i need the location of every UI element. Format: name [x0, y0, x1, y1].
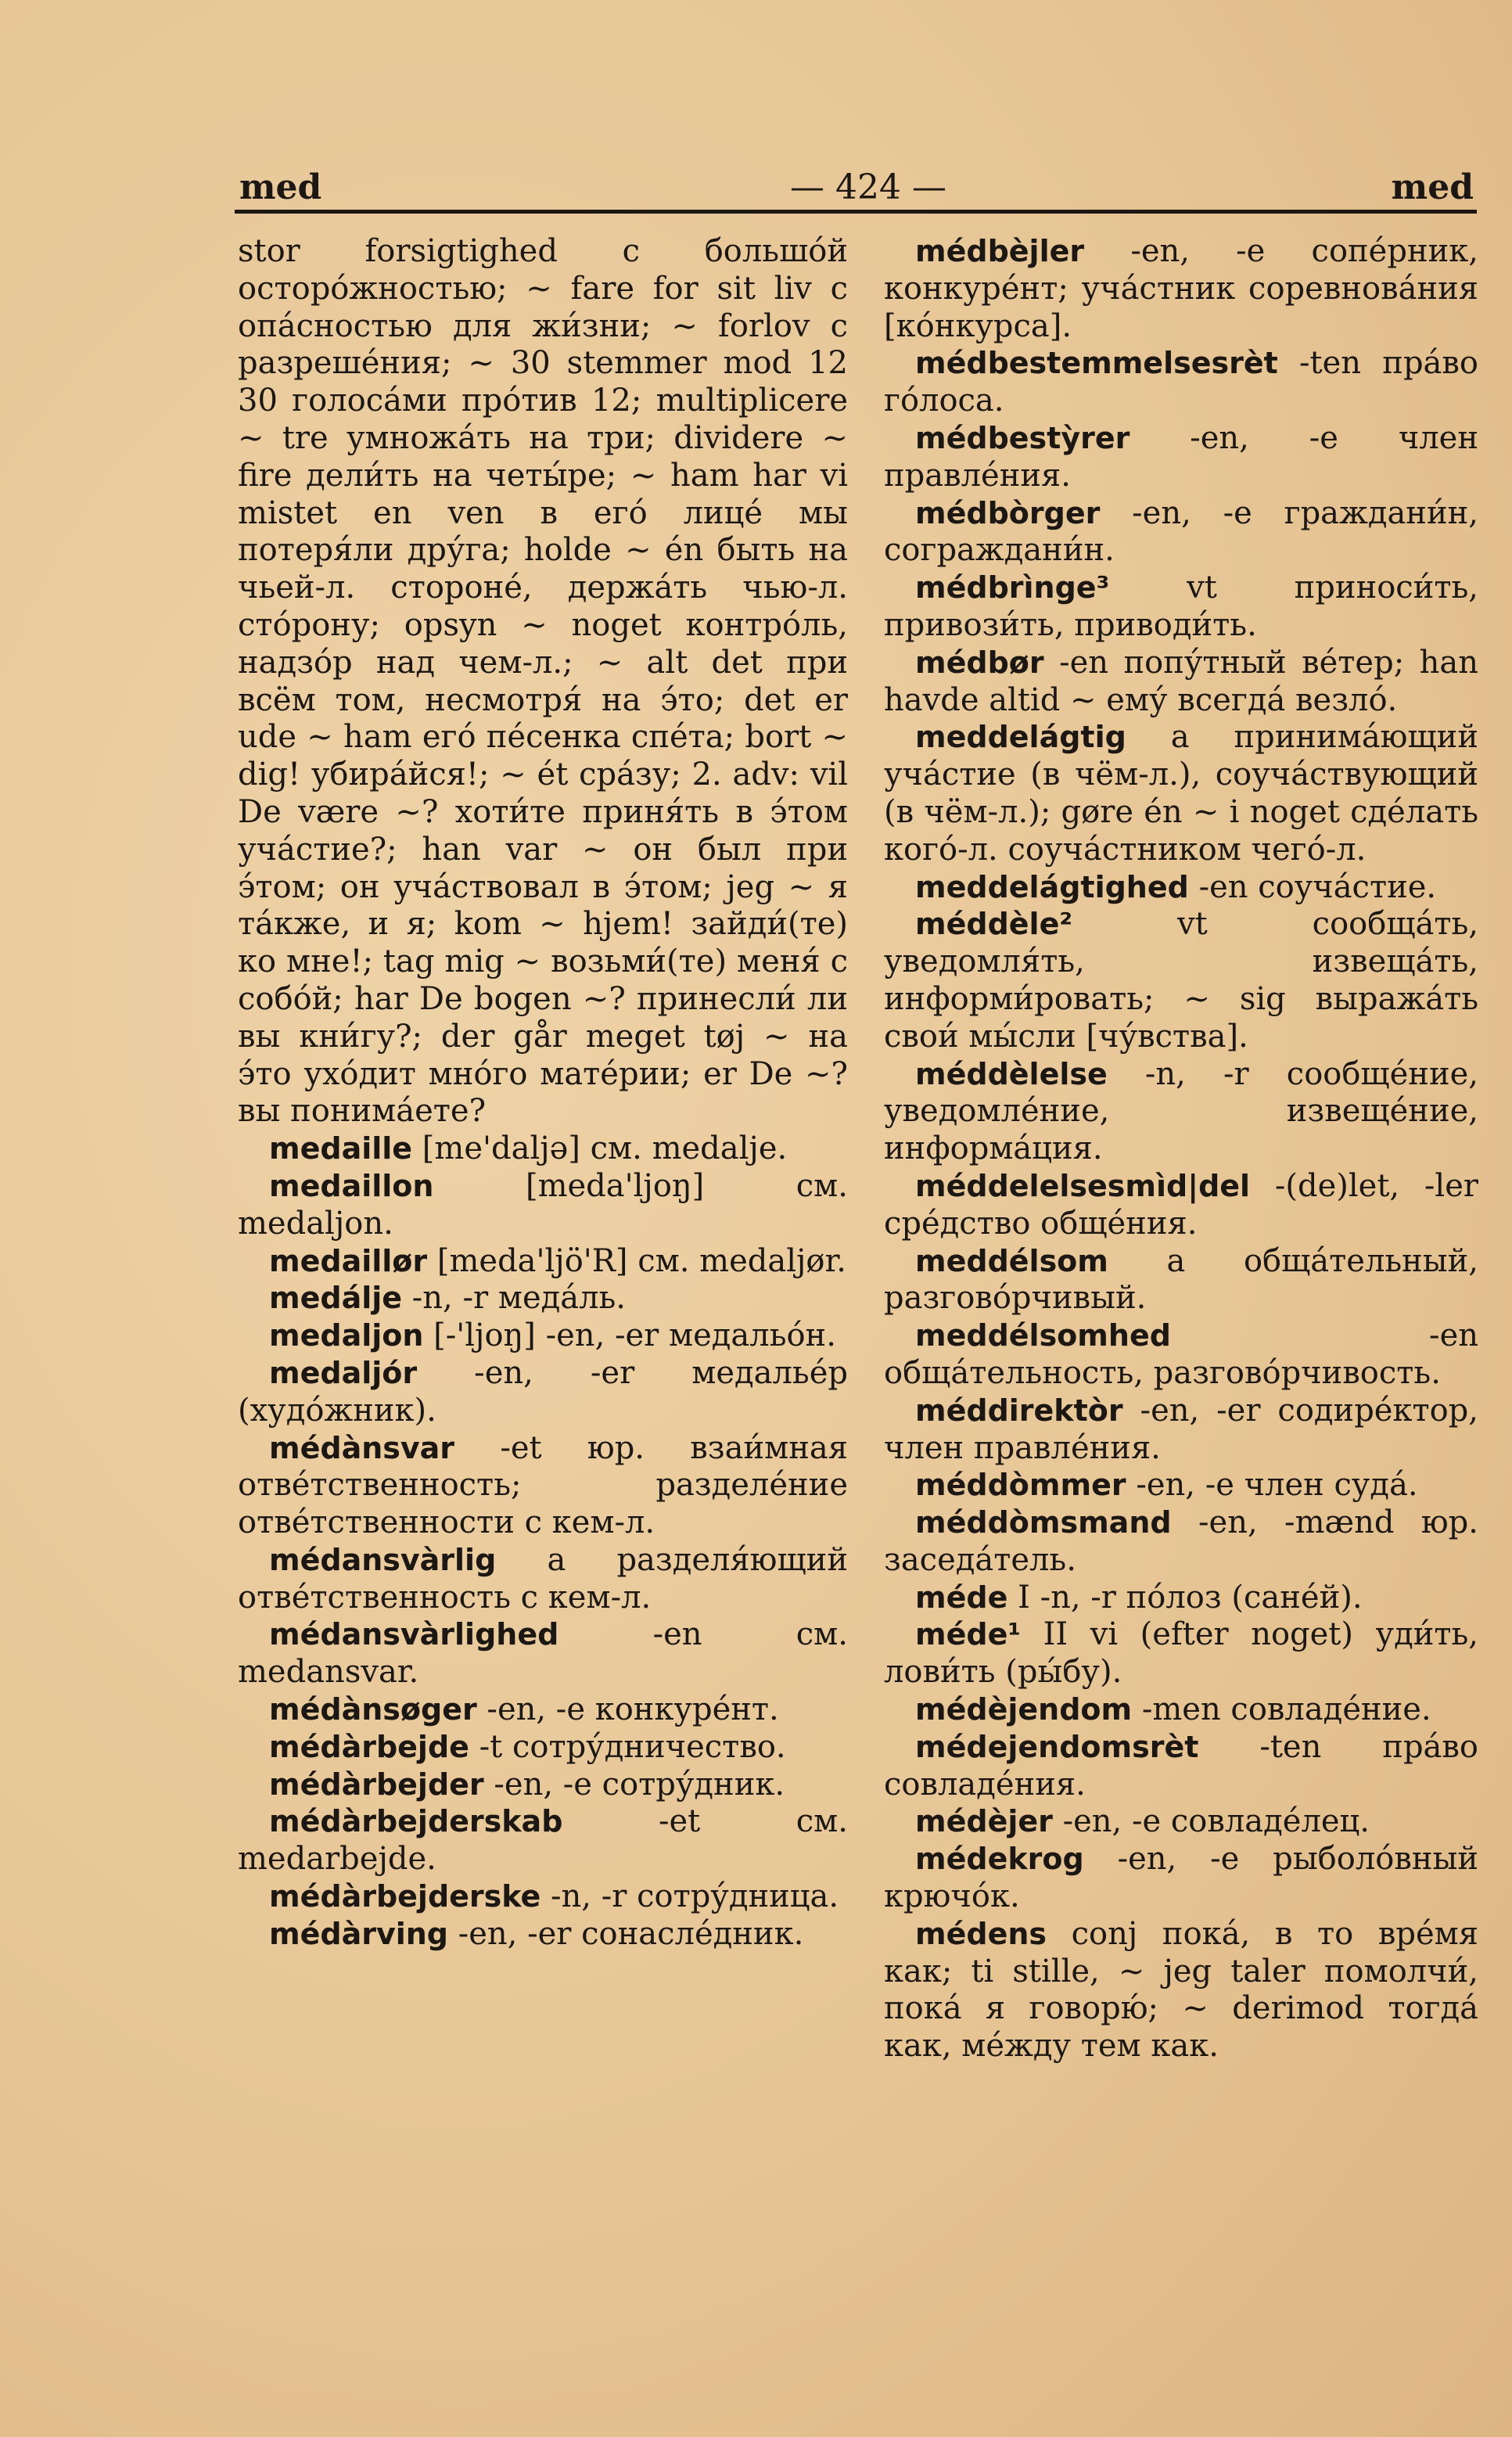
dictionary-entry: [884, 1243, 1478, 1318]
dictionary-entry: [238, 233, 848, 1130]
entry-headword: méddèlelse: [915, 1056, 1108, 1091]
dictionary-entry: [238, 1243, 848, 1281]
entry-headword: méde¹: [915, 1617, 1021, 1652]
entry-definition: -n, -r сообще́ние, уведомле́ние, извеще́ние, информа́ция.: [884, 1055, 1479, 1167]
dictionary-entry: [884, 345, 1478, 420]
dictionary-entry: [884, 1168, 1478, 1243]
entry-headword: médèjendom: [915, 1692, 1133, 1727]
dictionary-entry: [238, 1355, 848, 1430]
entry-definition: [-'ljoŋ] -en, -er медальо́н.: [433, 1317, 836, 1354]
entry-headword: méddèle²: [915, 907, 1072, 942]
entry-headword: médàrbejde: [269, 1729, 469, 1764]
entry-definition: -en, -e рыболо́вный крючо́к.: [884, 1841, 1478, 1915]
entry-headword: medálje: [269, 1281, 403, 1316]
entry-headword: méde: [915, 1580, 1008, 1615]
entry-headword: médàrbejderskab: [269, 1804, 563, 1839]
entry-definition: -en, -er сонасле́дник.: [458, 1915, 804, 1952]
entry-definition: -en, -e сотру́дник.: [494, 1766, 785, 1803]
dictionary-entry: [884, 719, 1478, 868]
entry-definition: -(de)let, -ler сре́дство обще́ния.: [884, 1167, 1478, 1242]
dictionary-entry: [238, 1130, 848, 1168]
page-header: [235, 156, 1477, 207]
dictionary-entry: [884, 1580, 1478, 1617]
entry-definition: -en, -e совладе́лец.: [1062, 1803, 1370, 1840]
header-guide-word-left: med: [239, 167, 322, 207]
entry-definition: -ten пра́во совладе́ния.: [884, 1728, 1479, 1803]
entry-definition: -en соуча́стие.: [1198, 868, 1437, 905]
dictionary-entry: [238, 1767, 848, 1804]
dictionary-entry: [884, 906, 1478, 1055]
entry-headword: médbør: [915, 645, 1044, 680]
dictionary-entry: [884, 645, 1478, 720]
dictionary-entry: [884, 570, 1478, 645]
entry-definition: -n, -r сотру́дница.: [551, 1878, 839, 1915]
entry-headword: médèjer: [915, 1804, 1053, 1839]
entry-definition: vt приноси́ть, привози́ть, приводи́ть.: [884, 570, 1478, 643]
entry-definition: -en обща́тельность, разгово́рчивость.: [884, 1317, 1478, 1391]
entry-headword: médansvàrlighed: [269, 1617, 559, 1652]
entry-definition: -en попу́тный ве́тер; han havde altid ~ ему́ всегда́ везло́.: [884, 644, 1478, 718]
entry-definition: a разделя́ющий отве́тственность с кем-л.: [238, 1541, 848, 1616]
entry-definition: -en, -mænd юр. заседа́тель.: [884, 1504, 1479, 1578]
dictionary-entry: [238, 1803, 848, 1878]
entry-headword: meddelágtig: [915, 720, 1126, 755]
entry-definition: -men совладе́ние.: [1141, 1691, 1431, 1728]
entry-headword: médbrìnge³: [915, 570, 1110, 606]
entry-definition: -en, -e конкуре́нт.: [487, 1691, 779, 1728]
entry-definition: stor forsigtighed с большо́й осторо́жностью; ~ fare for sit liv с опа́сностью для жи́зни; ~ forlov с разреше́ния; ~ 30 stemmer mod 12 30 голоса́ми про́тив 12; multiplicere ~ tre умножа́ть на три; dividere ~ fire дели́ть на четы́ре; ~ ham har vi mistet en ven в его́ лице́ мы потеря́ли дру́га; holde ~ е́n быть на чьей-л. стороне́, держа́ть чью-л. сто́рону; opsyn ~ noget контро́ль, надзо́р над чем-л.; ~ alt det при всём том, несмотря́ на э́то; det er ude ~ ham его́ пе́сенка спе́та; bort ~ dig! убира́йся!; ~ е́t сра́зу; 2. adv: vil De være ~? хоти́те приня́ть в э́том уча́стие?; han var ~ он был при э́том; он уча́ствовал в э́том; jeg ~ я та́кже, и я; kom ~ hjem! зайди́(те) ко мне!; tag mig ~ возьми́(те) меня́ с собо́й; har De bogen ~? принесли́ ли вы кни́гу?; der går meget tøj ~ на э́то ухо́дит мно́го мате́рии; er De ~? вы понима́ете?: [238, 233, 848, 1130]
entry-definition: a принима́ющий уча́стие (в чём-л.), соуча́ствующий (в чём-л.); gøre én ~ i noget сде́лать кого́-л. соуча́стником чего́-л.: [884, 719, 1478, 868]
entry-definition: -et юр. взаи́мная отве́тственность; разделе́ние отве́тственности с кем-л.: [238, 1429, 848, 1541]
entry-headword: méddòmmer: [915, 1468, 1126, 1503]
entry-definition: vt сообща́ть, уведомля́ть, извеща́ть, информи́ровать; ~ sig выража́ть свои́ мы́сли [чу́вства].: [884, 906, 1478, 1055]
entry-headword: médansvàrlig: [269, 1542, 497, 1577]
dictionary-entry: [884, 869, 1478, 907]
entry-definition: I -n, -r по́лоз (сане́й).: [1018, 1579, 1363, 1616]
entry-definition: -en, -e член суда́.: [1136, 1467, 1418, 1504]
dictionary-entry: [238, 1168, 848, 1243]
entry-headword: médbèjler: [915, 234, 1085, 268]
dictionary-entry: [238, 1317, 848, 1355]
entry-headword: medaillør: [269, 1243, 428, 1278]
dictionary-entry: [884, 1056, 1478, 1168]
entry-headword: medaljon: [269, 1318, 424, 1353]
entry-definition: -en, -e граждани́н, сограждани́н.: [884, 494, 1478, 569]
dictionary-entry: [238, 1430, 848, 1542]
entry-definition: [meda'ljö'R] см. medaljør.: [436, 1242, 846, 1279]
dictionary-entry: [884, 1467, 1478, 1504]
dictionary-entry: [238, 1691, 848, 1729]
entry-definition: -t сотру́дничество.: [479, 1728, 786, 1765]
header-rule: [235, 210, 1477, 214]
dictionary-entry: [238, 1878, 848, 1916]
dictionary-entry: [884, 1317, 1478, 1393]
entry-definition: -en, -er медалье́р (худо́жник).: [238, 1354, 848, 1429]
entry-headword: meddelágtighed: [915, 869, 1189, 904]
page-number: — 424 —: [790, 167, 946, 207]
header-guide-word-right: med: [1391, 167, 1474, 207]
entry-headword: meddélsom: [915, 1243, 1108, 1278]
dictionary-entry: [884, 1616, 1478, 1691]
entry-headword: méddirektòr: [915, 1393, 1123, 1428]
entry-headword: médànsøger: [269, 1692, 477, 1727]
right-column: [884, 233, 1478, 2065]
entry-definition: [me'daljə] см. medalje.: [422, 1130, 788, 1167]
entry-headword: méddòmsmand: [915, 1505, 1172, 1540]
dictionary-entry: [238, 1916, 848, 1954]
dictionary-entry: [884, 420, 1478, 495]
dictionary-entry: [884, 1729, 1478, 1804]
entry-definition: -ten пра́во го́лоса.: [884, 345, 1479, 419]
entry-definition: -et см. medarbejde.: [238, 1803, 848, 1878]
entry-definition: -n, -r меда́ль.: [411, 1280, 626, 1317]
dictionary-entry: [884, 233, 1478, 345]
dictionary-entry: [238, 1542, 848, 1617]
dictionary-entry: [884, 1916, 1478, 2065]
entry-definition: -en см. medansvar.: [238, 1616, 848, 1691]
dictionary-entry: [884, 1504, 1478, 1580]
dictionary-entry: [884, 1691, 1478, 1729]
entry-headword: médànsvar: [269, 1430, 455, 1465]
dictionary-entry: [884, 1841, 1478, 1916]
entry-headword: médens: [915, 1916, 1047, 1951]
entry-headword: meddélsomhed: [915, 1318, 1171, 1353]
entry-definition: -en, -e сопе́рник, конкуре́нт; уча́стник соревнова́ния [ко́нкурса].: [884, 233, 1478, 344]
entry-headword: médàrbejder: [269, 1767, 484, 1802]
entry-headword: médejendomsrèt: [915, 1729, 1199, 1764]
dictionary-entry: [884, 1803, 1478, 1841]
dictionary-entry: [238, 1729, 848, 1767]
entry-headword: méddelelsesmìd|del: [915, 1168, 1251, 1203]
dictionary-entry: [884, 495, 1478, 570]
entry-definition: -en, -er содире́ктор, член правле́ния.: [884, 1392, 1478, 1466]
dictionary-entry: [238, 1616, 848, 1691]
entry-definition: -en, -e член правле́ния.: [884, 419, 1479, 494]
entry-definition: II vi (efter noget) уди́ть, лови́ть (ры́бу).: [884, 1616, 1478, 1691]
entry-headword: médbòrger: [915, 495, 1101, 530]
dictionary-entry: [238, 1280, 848, 1317]
entry-headword: médekrog: [915, 1842, 1084, 1877]
entry-headword: médàrving: [269, 1916, 449, 1951]
entry-definition: a обща́тельный, разгово́рчивый.: [884, 1242, 1479, 1317]
entry-headword: médbestemmelsesrèt: [915, 346, 1278, 381]
entry-headword: médbestỳrer: [915, 420, 1130, 455]
entry-definition: conj пока́, в то вре́мя как; ti stille, ~ jeg taler помолчи́, пока́ я говорю́; ~ derimod тогда́ как, ме́жду тем как.: [884, 1915, 1479, 2065]
entry-headword: medaille: [269, 1131, 413, 1166]
entry-headword: medaillon: [269, 1168, 434, 1203]
entry-headword: médàrbejderske: [269, 1879, 541, 1914]
left-column: [238, 233, 848, 1954]
entry-definition: [meda'ljoŋ] см. medaljon.: [238, 1167, 849, 1242]
dictionary-entry: [884, 1393, 1478, 1468]
entry-headword: medaljо́r: [269, 1355, 418, 1390]
